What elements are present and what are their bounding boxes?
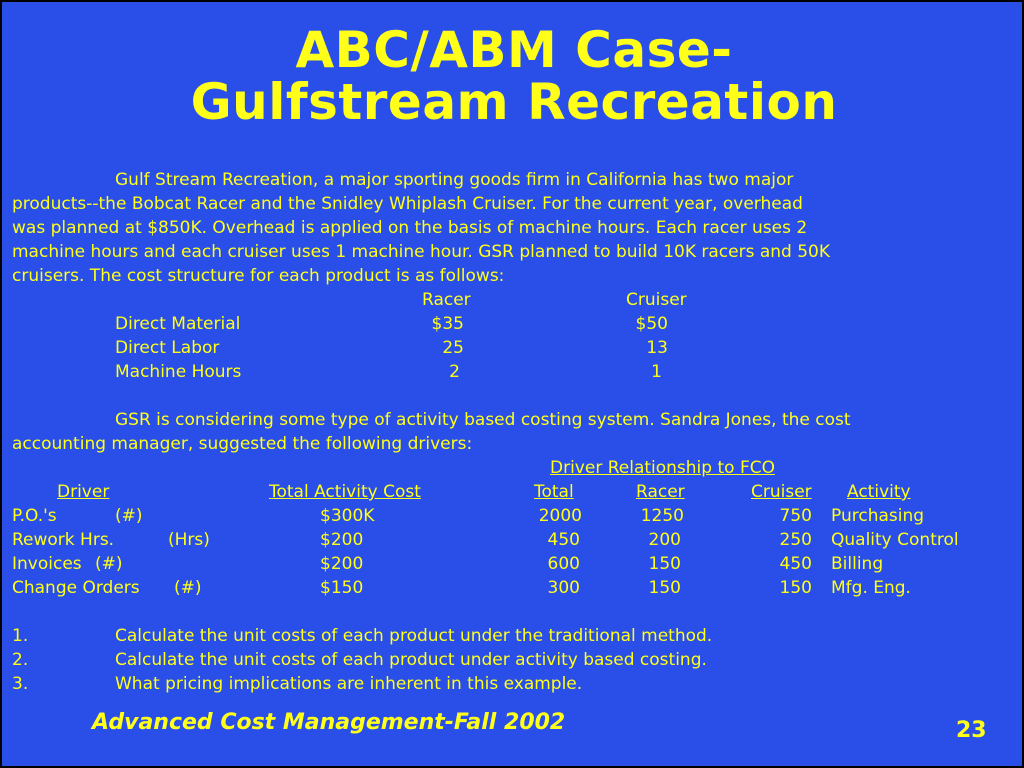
cost-row-racer: 25: [442, 338, 464, 358]
driver-unit: (#): [95, 554, 123, 574]
driver-racer: 150: [648, 578, 681, 598]
driver-cruiser: 250: [779, 530, 812, 550]
slide-footer: Advanced Cost Management-Fall 2002: [92, 710, 566, 735]
driver-activity: Quality Control: [831, 530, 959, 550]
driver-total: 2000: [538, 506, 582, 526]
page-number: 23: [956, 718, 987, 743]
driver-name: Rework Hrs.: [12, 530, 115, 550]
question-number: 1.: [12, 626, 29, 646]
abc-line: GSR is considering some type of activity based costing system. Sandra Jones, the cost: [115, 410, 851, 430]
driver-unit: (Hrs): [168, 530, 210, 550]
driver-total: 300: [547, 578, 580, 598]
total-header: Total: [534, 482, 574, 502]
racer-header: Racer: [636, 482, 685, 502]
driver-name: P.O.'s: [12, 506, 57, 526]
driver-racer: 200: [648, 530, 681, 550]
question-text: What pricing implications are inherent in this example.: [115, 674, 583, 694]
driver-cruiser: 450: [779, 554, 812, 574]
cost-header-racer: Racer: [422, 290, 471, 310]
driver-cost: $200: [320, 554, 364, 574]
intro-line: Gulf Stream Recreation, a major sporting goods firm in California has two major: [115, 170, 794, 190]
title-line-1: ABC/ABM Case-: [295, 21, 733, 79]
title-line-2: Gulfstream Recreation: [190, 73, 838, 131]
question-text: Calculate the unit costs of each product under the traditional method.: [115, 626, 713, 646]
driver-activity: Mfg. Eng.: [831, 578, 911, 598]
cost-row-label: Machine Hours: [115, 362, 242, 382]
cost-header-cruiser: Cruiser: [626, 290, 687, 310]
driver-racer: 150: [648, 554, 681, 574]
cost-row-cruiser: 1: [651, 362, 662, 382]
question-number: 2.: [12, 650, 29, 670]
cost-row-cruiser: 13: [646, 338, 668, 358]
question-text: Calculate the unit costs of each product under activity based costing.: [115, 650, 707, 670]
driver-header: Driver: [57, 482, 110, 502]
cost-row-racer: $35: [431, 314, 464, 334]
driver-name: Invoices: [12, 554, 82, 574]
intro-line: machine hours and each cruiser uses 1 machine hour. GSR planned to build 10K racers and 50K: [12, 242, 831, 262]
driver-total: 600: [547, 554, 580, 574]
driver-cost: $300K: [320, 506, 375, 526]
cost-row-cruiser: $50: [635, 314, 668, 334]
driver-racer: 1250: [640, 506, 684, 526]
driver-total: 450: [547, 530, 580, 550]
cost-row-label: Direct Labor: [115, 338, 220, 358]
driver-cruiser: 750: [779, 506, 812, 526]
cost-header: Total Activity Cost: [269, 482, 421, 502]
intro-line: products--the Bobcat Racer and the Snidley Whiplash Cruiser. For the current year, overhead: [12, 194, 803, 214]
slide-title: [2, 21, 1024, 131]
cruiser-header: Cruiser: [751, 482, 812, 502]
driver-activity: Purchasing: [831, 506, 925, 526]
driver-name: Change Orders: [12, 578, 140, 598]
driver-unit: (#): [174, 578, 202, 598]
driver-cost: $200: [320, 530, 364, 550]
intro-line: cruisers. The cost structure for each product is as follows:: [12, 266, 505, 286]
question-number: 3.: [12, 674, 29, 694]
driver-cruiser: 150: [779, 578, 812, 598]
driver-cost: $150: [320, 578, 364, 598]
abc-line: accounting manager, suggested the following drivers:: [12, 434, 473, 454]
driver-activity: Billing: [831, 554, 884, 574]
cost-row-label: Direct Material: [115, 314, 241, 334]
driver-group-header: Driver Relationship to FCO: [550, 458, 775, 478]
driver-unit: (#): [115, 506, 143, 526]
cost-row-racer: 2: [449, 362, 460, 382]
intro-line: was planned at $850K. Overhead is applied on the basis of machine hours. Each racer uses 2: [12, 218, 808, 238]
activity-header: Activity: [847, 482, 911, 502]
